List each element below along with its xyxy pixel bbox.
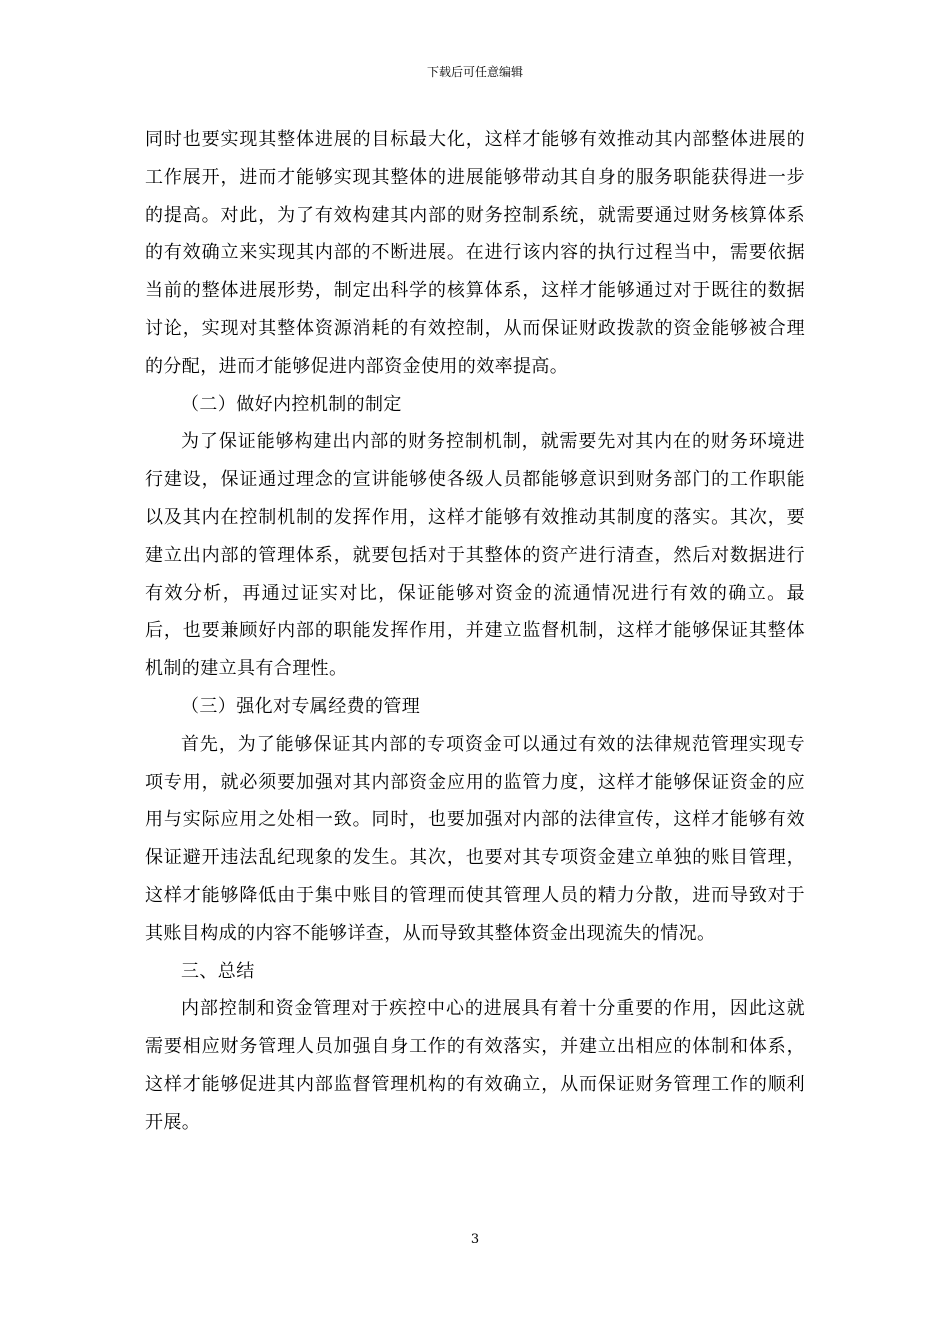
paragraph: 内部控制和资金管理对于疾控中心的进展具有着十分重要的作用，因此这就需要相应财务管理人员加强自身工作的有效落实，并建立出相应的体制和体系，这样才能够促进其内部监督管理机构的有效确立，从而保证财务管理工作的顺利开展。 — [145, 998, 805, 1133]
section-heading-2: （二）做好内控机制的制定 — [181, 393, 402, 415]
document-body — [145, 121, 805, 1142]
page-number: 3 — [470, 1232, 480, 1247]
paragraph-continuation: 同时也要实现其整体进展的目标最大化，这样才能够有效推动其内部整体进展的工作展开，进而才能够实现其整体的进展能够带动其自身的服务职能获得进一步的提高。对此，为了有效构建其内部的财务控制系统，就需要通过财务核算体系的有效确立来实现其内部的不断进展。在进行该内容的执行过程当中，需要依据当前的整体进展形势，制定出科学的核算体系，这样才能够通过对于既往的数据讨论，实现对其整体资源消耗的有效控制，从而保证财政拨款的资金能够被合理的分配，进而才能够促进内部资金使用的效率提高。 — [145, 129, 805, 377]
section-heading-summary: 三、总结 — [181, 960, 255, 982]
section-heading-3: （三）强化对专属经费的管理 — [181, 695, 421, 717]
paragraph: 首先，为了能够保证其内部的专项资金可以通过有效的法律规范管理实现专项专用，就必须要加强对其内部资金应用的监管力度，这样才能够保证资金的应用与实际应用之处相一致。同时，也要加强对内部的法律宣传，这样才能够有效保证避开违法乱纪现象的发生。其次，也要对其专项资金建立单独的账目管理，这样才能够降低由于集中账目的管理而使其管理人员的精力分散，进而导致对于其账目构成的内容不能够详查，从而导致其整体资金出现流失的情况。 — [145, 733, 805, 944]
page-header: 下载后可任意编辑 — [426, 65, 523, 79]
paragraph: 为了保证能够构建出内部的财务控制机制，就需要先对其内在的财务环境进行建设，保证通过理念的宣讲能够使各级人员都能够意识到财务部门的工作职能以及其内在控制机制的发挥作用，这样才能够有效推动其制度的落实。其次，要建立出内部的管理体系，就要包括对于其整体的资产进行清查，然后对数据进行有效分析，再通过证实对比，保证能够对资金的流通情况进行有效的确立。最后，也要兼顾好内部的职能发挥作用，并建立监督机制，这样才能够保证其整体机制的建立具有合理性。 — [145, 431, 805, 680]
